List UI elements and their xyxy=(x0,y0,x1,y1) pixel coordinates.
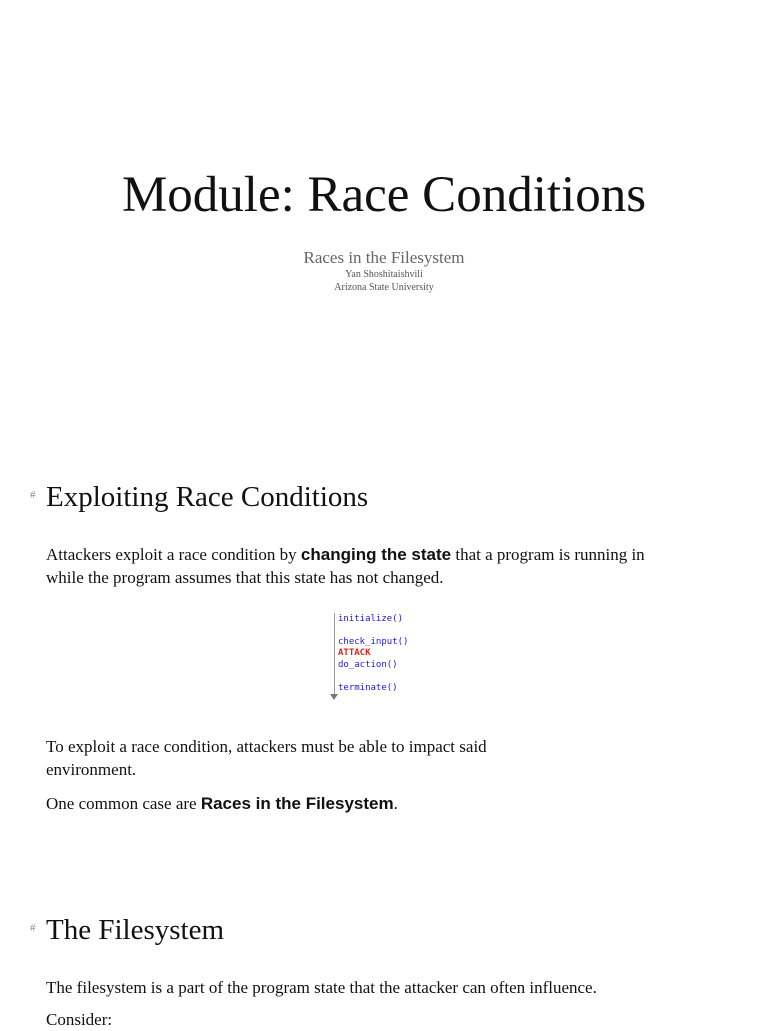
paragraph-text: One common case are xyxy=(46,794,201,813)
timeline-step: initialize() xyxy=(338,614,404,624)
paragraph-text: To exploit a race condition, attackers must be able to impact said xyxy=(46,737,487,756)
section-heading: The Filesystem xyxy=(46,914,225,946)
race-timeline-diagram xyxy=(330,611,450,706)
paragraph-text: . xyxy=(393,794,398,813)
timeline-arrow-icon xyxy=(330,694,338,700)
timeline-step: do_action() xyxy=(338,660,398,670)
emphasis-text: Races in the Filesystem xyxy=(200,794,394,813)
paragraph xyxy=(46,735,487,781)
section-heading: Exploiting Race Conditions xyxy=(46,481,369,513)
timeline-step: terminate() xyxy=(338,683,398,693)
timeline-step: check_input() xyxy=(338,637,409,647)
timeline-line xyxy=(334,613,335,697)
author-name: Yan Shoshitaishvili xyxy=(345,269,423,280)
paragraph: Consider: xyxy=(46,1010,113,1029)
paragraph-text: that a program is running in xyxy=(451,545,645,564)
paragraph-text: Attackers exploit a race condition by xyxy=(46,545,301,564)
paragraph-text: while the program assumes that this state has not changed. xyxy=(46,568,444,587)
section-anchor-link[interactable]: # xyxy=(30,489,36,501)
paragraph-text: environment. xyxy=(46,760,137,779)
paragraph xyxy=(46,792,398,815)
paragraph: The filesystem is a part of the program state that the attacker can often influence. xyxy=(46,978,597,997)
author-affiliation: Arizona State University xyxy=(334,282,434,293)
emphasis-text: changing the state xyxy=(300,545,452,564)
paragraph xyxy=(46,543,645,589)
page-title: Module: Race Conditions xyxy=(121,167,647,223)
timeline-attack-step: ATTACK xyxy=(338,648,371,658)
section-anchor-link[interactable]: # xyxy=(30,922,36,934)
page-subtitle: Races in the Filesystem xyxy=(303,248,465,267)
